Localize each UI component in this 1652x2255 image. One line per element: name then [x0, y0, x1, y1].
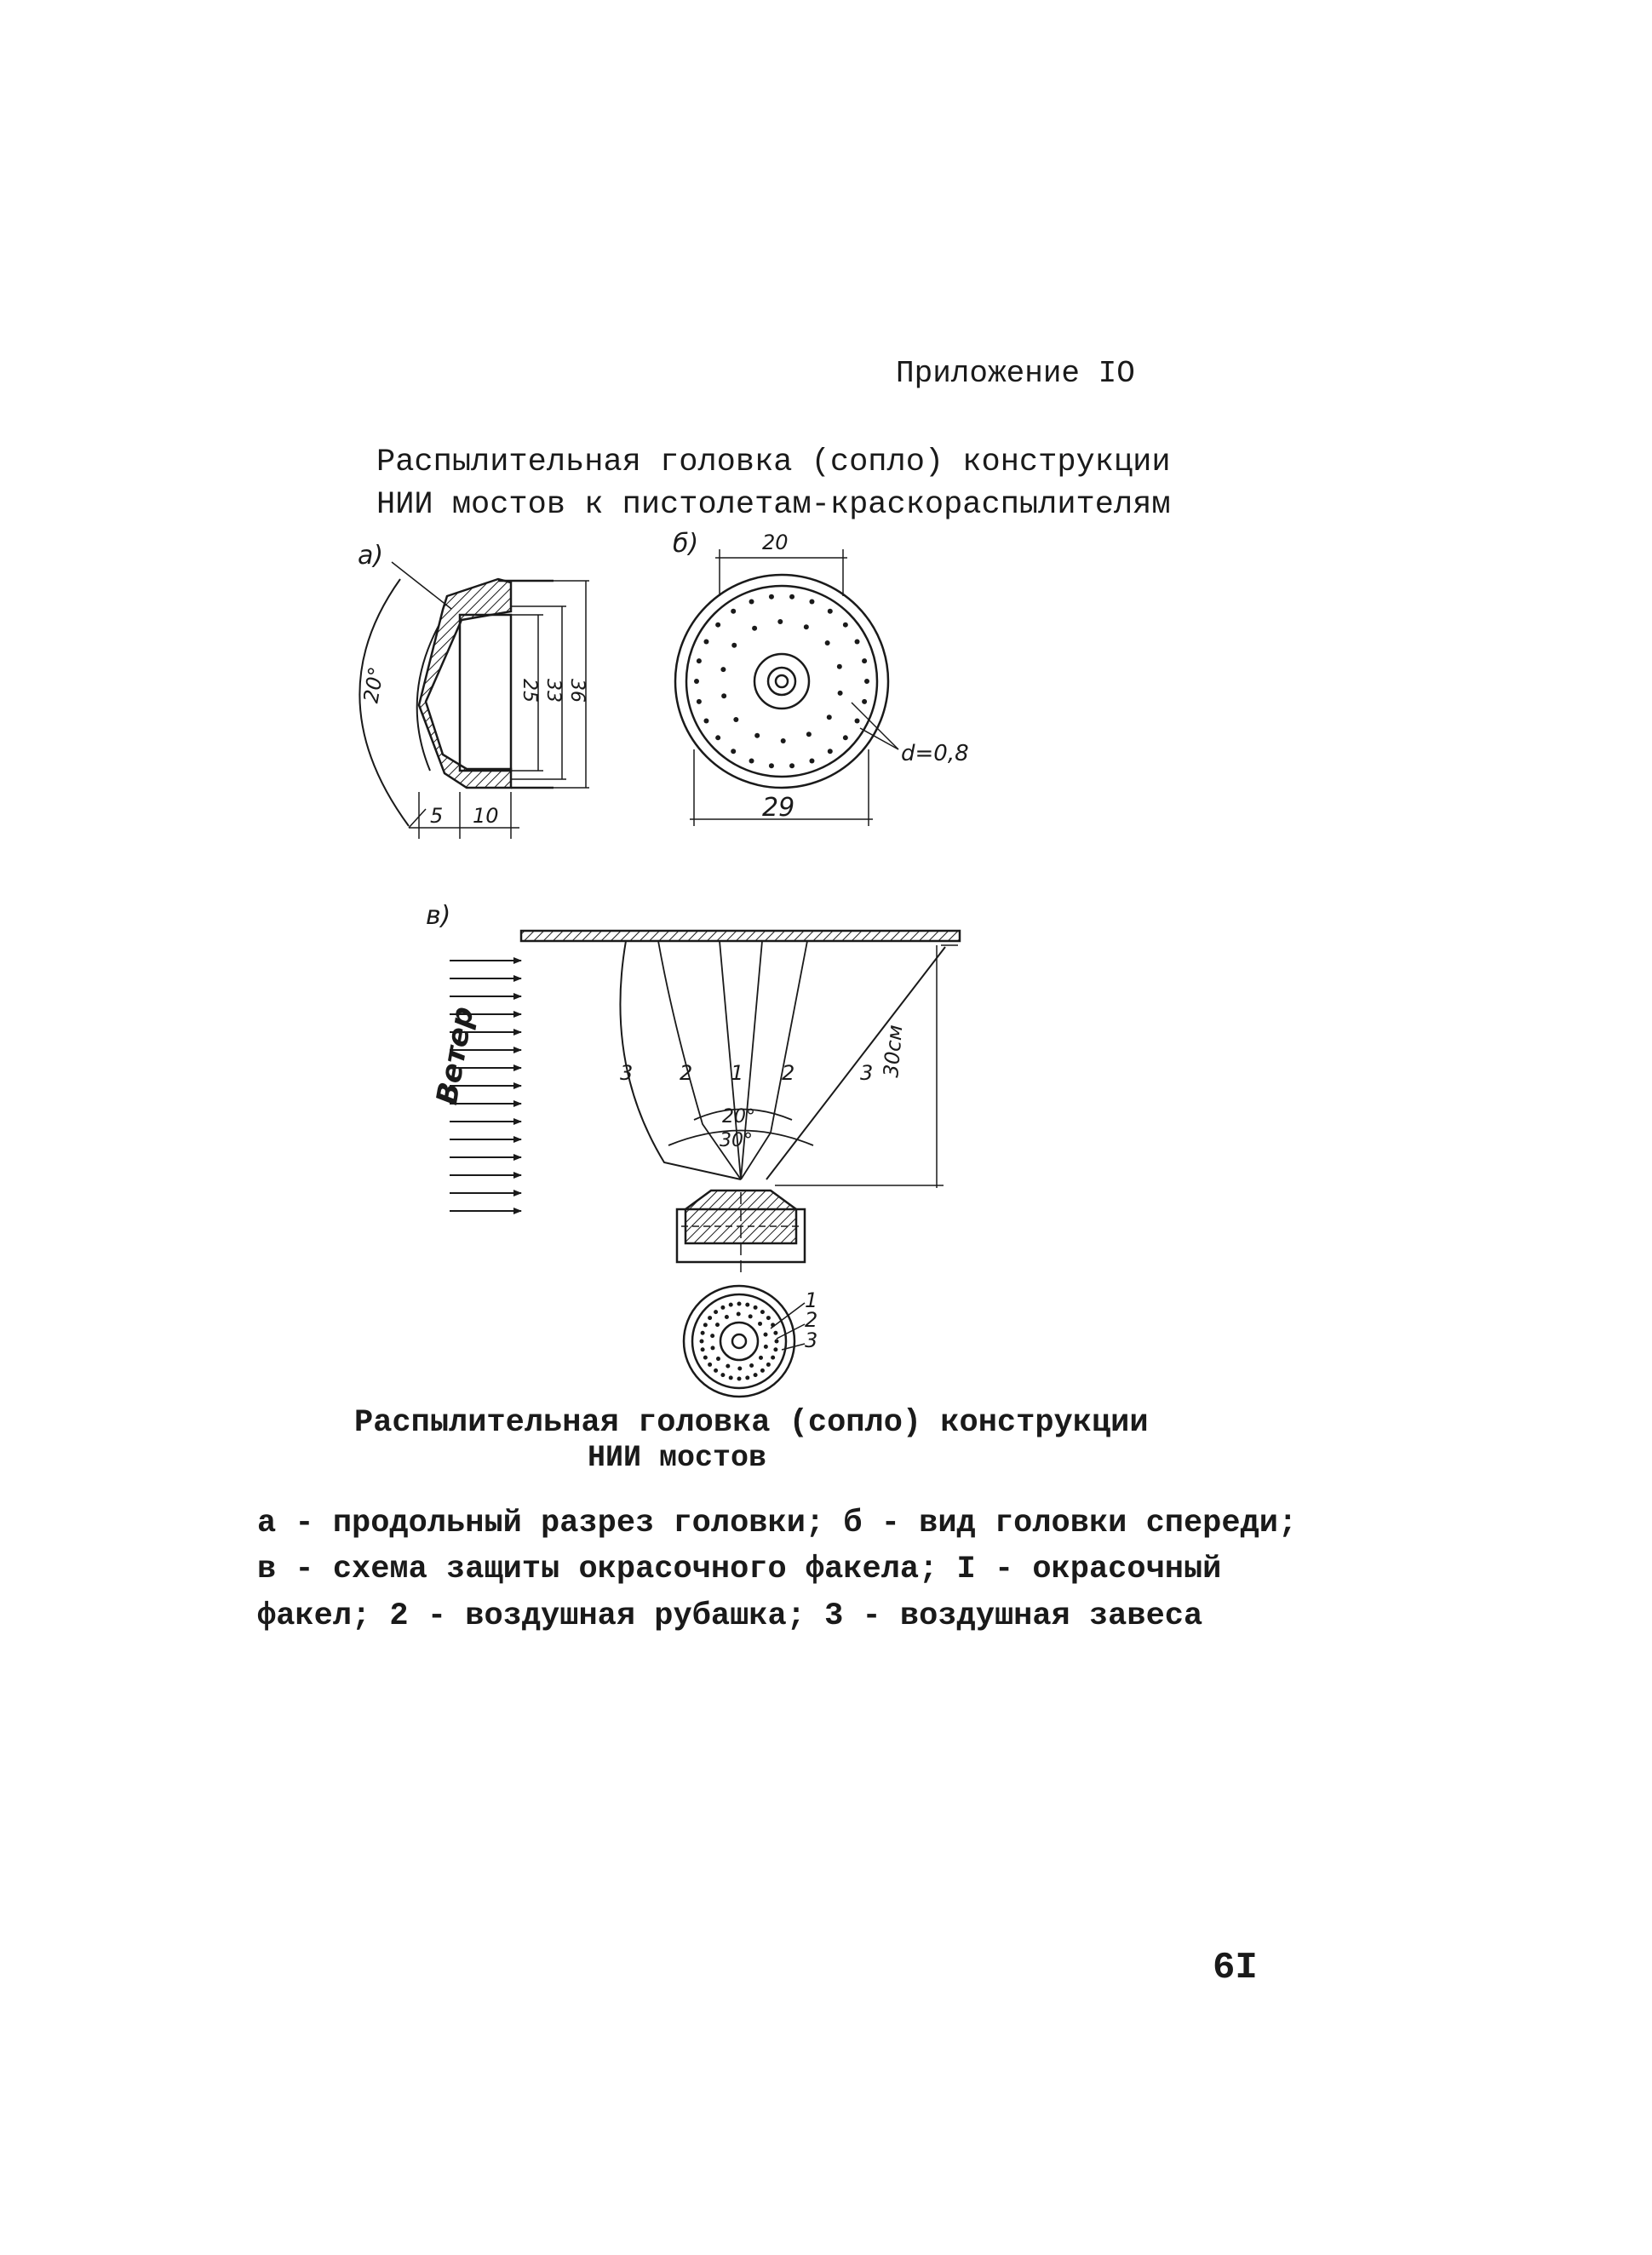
- hole-dot: [789, 594, 794, 600]
- panel-b-dimensions: [762, 531, 969, 823]
- zone-1: 1: [731, 1061, 744, 1085]
- distance-label: 30см: [879, 1024, 908, 1079]
- hole-dot: [775, 1340, 779, 1344]
- panel-a-label: а): [358, 541, 384, 571]
- hole-dot: [720, 667, 726, 672]
- hole-dot: [731, 609, 736, 614]
- hole-dot: [843, 623, 848, 628]
- hole-dot: [745, 1375, 749, 1380]
- panel-b-front-view: [673, 529, 898, 826]
- hole-dot: [754, 733, 760, 738]
- legend-line-2: в - схема защиты окрасочного факела; I - окрасочный: [257, 1552, 1222, 1587]
- angle-outer: 30°: [720, 1130, 753, 1151]
- hole-dot: [700, 1340, 704, 1344]
- hole-dot: [752, 626, 757, 631]
- hole-dot: [759, 1356, 763, 1360]
- hole-dot: [721, 693, 726, 698]
- hole-dot: [703, 1356, 708, 1360]
- legend-line-3: факел; 2 - воздушная рубашка; 3 - воздушная завеса: [257, 1598, 1203, 1634]
- figure-title-line-1: Распылительная головка (сопло) конструкции: [376, 445, 1171, 480]
- hole-dot: [726, 1364, 730, 1368]
- panel-b-label: б): [673, 529, 699, 559]
- hole-dot: [729, 1375, 733, 1380]
- hole-dot: [731, 643, 737, 648]
- dim-29: 29: [762, 793, 795, 823]
- hole-dot: [715, 623, 720, 628]
- hole-dot: [864, 679, 869, 684]
- hole-dot: [703, 640, 708, 645]
- hole-dot: [837, 664, 842, 669]
- hole-dot: [766, 1363, 771, 1367]
- dim-33: 33: [542, 679, 564, 703]
- hole-dot: [760, 1310, 765, 1314]
- hole-dot: [766, 1316, 771, 1320]
- hole-dot: [710, 1334, 714, 1338]
- hole-dot: [760, 1368, 765, 1373]
- figure-title-line-2: НИИ мостов к пистолетам-краскораспылителям: [376, 487, 1171, 523]
- legend-line-1: а - продольный разрез головки; б - вид головки спереди;: [257, 1506, 1298, 1541]
- dim-25: 25: [519, 679, 540, 703]
- hole-dot: [843, 735, 848, 740]
- angle-inner: 20°: [722, 1106, 755, 1128]
- hole-dot: [828, 609, 833, 614]
- panel-c-holes: [700, 1302, 779, 1381]
- dim-36: 36: [566, 679, 588, 703]
- hole-dot: [708, 1316, 712, 1320]
- hole-dot: [828, 749, 833, 754]
- hole-dot: [809, 759, 814, 764]
- zone-2-right: 2: [782, 1061, 795, 1085]
- hole-dot: [754, 1305, 758, 1310]
- hole-dot: [701, 1331, 705, 1335]
- hole-dot: [715, 1323, 720, 1327]
- hole-dot: [737, 1302, 742, 1306]
- hole-dot: [754, 1373, 758, 1377]
- legend-num-1: 1: [805, 1288, 818, 1312]
- hole-dot: [714, 1310, 718, 1314]
- dim-20: 20: [762, 531, 789, 554]
- zone-2-left: 2: [680, 1061, 693, 1085]
- appendix-label: Приложение IO: [896, 356, 1135, 391]
- legend-num-3: 3: [805, 1328, 818, 1352]
- hole-dot: [862, 699, 867, 704]
- hole-dot: [809, 599, 814, 604]
- wind-label: Ветер: [429, 1004, 481, 1108]
- hole-dot: [703, 718, 708, 723]
- hole-dot: [708, 1363, 712, 1367]
- legend-num-2: 2: [805, 1308, 818, 1332]
- hole-dot: [697, 658, 702, 663]
- panel-b-holes: [694, 594, 869, 769]
- hole-dot: [749, 1363, 754, 1368]
- hole-dot: [838, 691, 843, 696]
- hole-dot: [764, 1333, 768, 1337]
- hole-diameter: d=0,8: [901, 741, 969, 766]
- hole-dot: [725, 1315, 729, 1319]
- hole-dot: [716, 1357, 720, 1361]
- hole-dot: [789, 763, 794, 768]
- hole-dot: [769, 763, 774, 768]
- hole-dot: [720, 1373, 725, 1377]
- hole-dot: [773, 1331, 777, 1335]
- dim-5: 5: [430, 804, 444, 828]
- hole-dot: [701, 1347, 705, 1351]
- hole-dot: [714, 1368, 718, 1373]
- hole-dot: [749, 599, 754, 604]
- hole-dot: [710, 1346, 714, 1350]
- hole-dot: [825, 640, 830, 646]
- hole-dot: [737, 1366, 742, 1370]
- caption-line-1: Распылительная головка (сопло) конструкции: [354, 1405, 1149, 1441]
- hole-dot: [737, 1377, 742, 1381]
- hole-dot: [745, 1303, 749, 1307]
- hole-dot: [855, 718, 860, 723]
- panel-c-annotations: [430, 1004, 908, 1352]
- hole-dot: [806, 732, 812, 737]
- panel-c-label: в): [426, 901, 451, 931]
- hole-dot: [749, 1314, 753, 1318]
- hole-dot: [862, 658, 867, 663]
- panel-a-angle: 20°: [359, 664, 389, 705]
- hole-dot: [771, 1323, 775, 1327]
- hole-dot: [855, 640, 860, 645]
- hole-dot: [771, 1356, 775, 1360]
- hole-dot: [737, 1312, 741, 1317]
- hole-dot: [733, 717, 738, 722]
- caption-line-2: НИИ мостов: [588, 1441, 767, 1475]
- hole-dot: [720, 1305, 725, 1310]
- hole-dot: [694, 679, 699, 684]
- hole-dot: [697, 699, 702, 704]
- zone-3-right: 3: [860, 1061, 874, 1085]
- dim-10: 10: [473, 804, 499, 828]
- hole-dot: [781, 738, 786, 743]
- hole-dot: [729, 1303, 733, 1307]
- hole-dot: [715, 735, 720, 740]
- hole-dot: [804, 624, 809, 629]
- hole-dot: [703, 1323, 708, 1327]
- hole-dot: [827, 714, 832, 720]
- zone-3-left: 3: [620, 1061, 634, 1085]
- hole-dot: [749, 759, 754, 764]
- hole-dot: [731, 749, 736, 754]
- hole-dot: [773, 1347, 777, 1351]
- page-number: 6I: [1213, 1947, 1258, 1989]
- panel-c-scheme: [426, 901, 960, 1397]
- hole-dot: [764, 1345, 768, 1349]
- hole-dot: [769, 594, 774, 600]
- hole-dot: [777, 619, 783, 624]
- hole-dot: [758, 1322, 762, 1326]
